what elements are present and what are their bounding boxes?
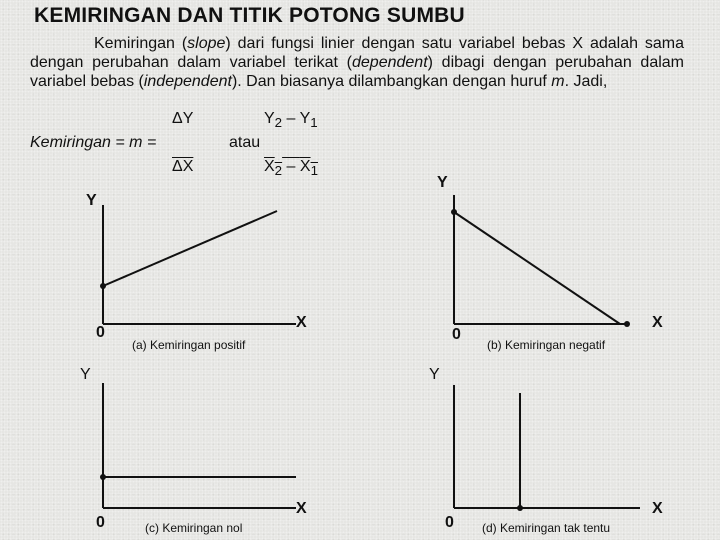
graph-c-origin: 0 [96,514,105,531]
graph-c-x-label: X [296,500,307,517]
graph-a-y-label: Y [86,192,97,209]
formula-y: Y [264,110,275,127]
graph-b-y-label: Y [437,174,448,191]
para-term-dependent: dependent [352,54,428,71]
formula-delta-y: ΔY [172,110,194,127]
formula-or: atau [229,134,261,151]
formula-minus: – [282,158,300,175]
formula-x: X [299,158,311,175]
graph-b-x-label: X [652,314,663,331]
graph-d-caption: (d) Kemiringan tak tentu [482,521,611,535]
formula-minus: – [282,110,300,127]
slope-line-negative [454,212,620,324]
para-term-independent: independent [143,73,232,90]
intercept-point [100,474,106,480]
formula-sub: 2 [274,163,283,179]
graph-d [454,385,640,511]
slope-line-positive [103,211,277,286]
graph-d-x-label: X [652,500,663,517]
graph-b [451,195,630,327]
para-term-slope: slope [187,35,226,52]
graph-d-origin: 0 [445,514,454,531]
graph-a-x-label: X [296,314,307,331]
graph-a-caption: (a) Kemiringan positif [132,338,246,352]
formula-sub: 1 [310,163,318,179]
graph-d-y-label: Y [429,366,440,383]
para-text: ) dari fungsi linier dengan satu variabel bebas X adalah sama dengan perubahan dalam variabel terikat ( [30,35,685,71]
formula-lhs-text: Kemiringan = m = [30,134,157,151]
graph-c [100,383,296,508]
para-text: ) dibagi dengan perubahan dalam variabel bebas ( [30,54,685,90]
formula-sub: 2 [274,115,283,131]
para-text: ). Dan biasanya dilambangkan dengan huruf [231,73,552,90]
graph-c-caption: (c) Kemiringan nol [145,521,243,535]
graph-b-caption: (b) Kemiringan negatif [487,338,606,352]
graph-a [100,205,296,324]
intercept-point [100,283,106,289]
graph-a-origin: 0 [96,324,105,341]
intercept-point [451,209,457,215]
formula-y: Y [299,110,311,127]
graph-b-origin: 0 [452,326,461,343]
para-symbol-m: m [551,73,565,90]
para-text: . Jadi, [564,73,608,90]
para-text: Kemiringan ( [94,35,188,52]
formula-sub: 1 [310,115,318,131]
graph-c-y-label: Y [80,366,91,383]
intercept-point [517,505,523,511]
formula-x: X [264,158,275,175]
formula-delta-x: $\overline{\Delta X}$ [172,158,194,175]
slide-title: KEMIRINGAN DAN TITIK POTONG SUMBU [34,4,465,27]
x-intercept-point [624,321,630,327]
